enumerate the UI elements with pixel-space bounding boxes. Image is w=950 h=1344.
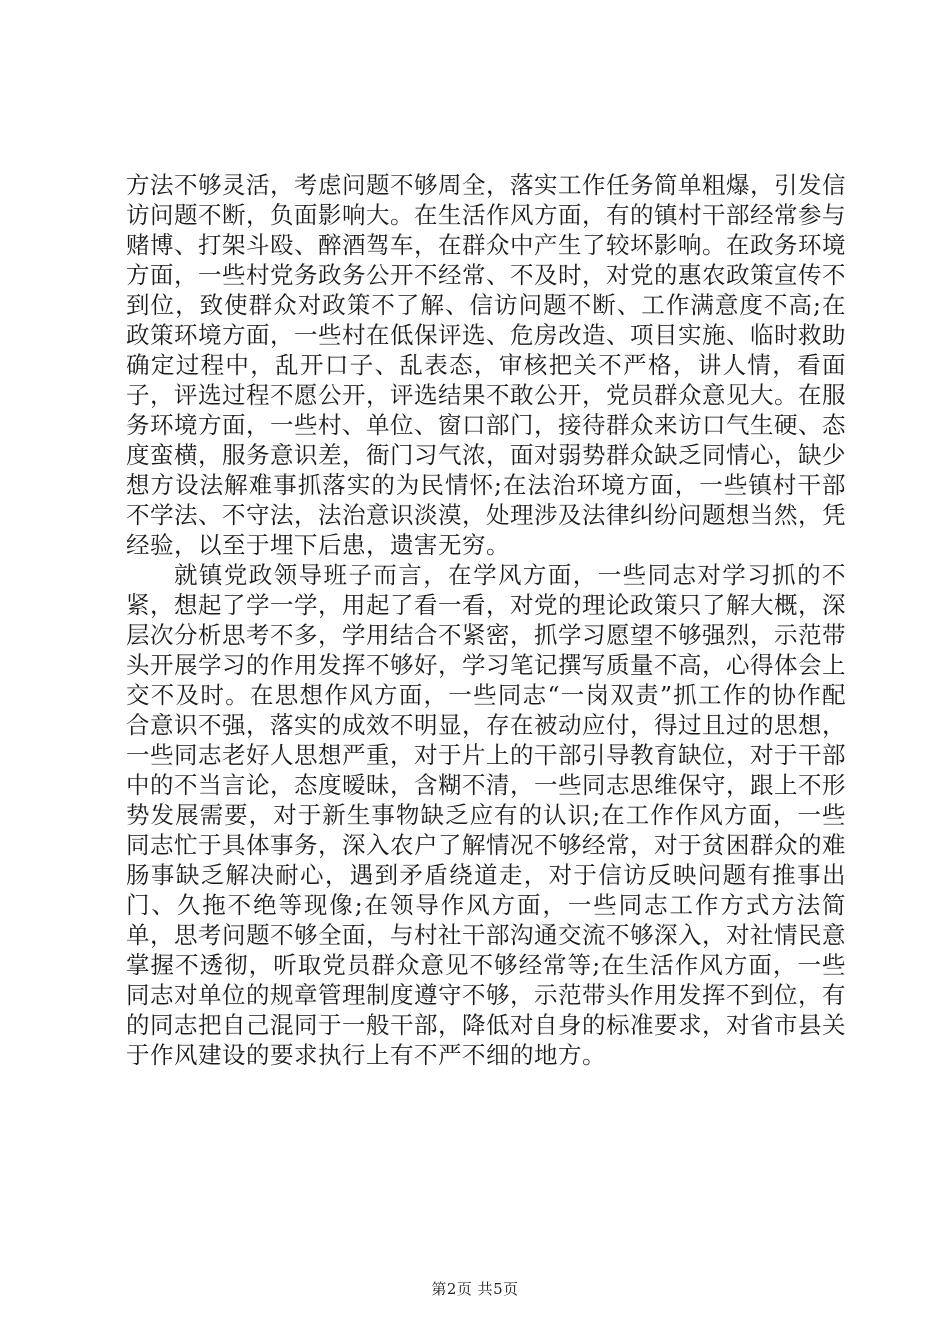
- paragraph-1: 方法不够灵活，考虑问题不够周全，落实工作任务简单粗爆，引发信访问题不断，负面影响大。在生活作风方面，有的镇村干部经常参与赌博、打架斗殴、醉酒驾车，在群众中产生了较坏影响。在政务环境方面，一些村党务政务公开不经常、不及时，对党的惠农政策宣传不到位，致使群众对政策不了解、信访问题不断、工作满意度不高;在政策环境方面，一些村在低保评选、危房改造、项目实施、临时救助确定过程中，乱开口子、乱表态，审核把关不严格，讲人情，看面子，评选过程不愿公开，评选结果不敢公开，党员群众意见大。在服务环境方面，一些村、单位、窗口部门，接待群众来访口气生硬、态度蛮横，服务意识差，衙门习气浓，面对弱势群众缺乏同情心，缺少想方设法解难事抓落实的为民情怀;在法治环境方面，一些镇村干部不学法、不守法，法治意识淡漠，处理涉及法律纠纷问题想当然，凭经验，以至于埋下后患，遗害无穷。: [126, 171, 846, 559]
- paragraph-2: 就镇党政领导班子而言，在学风方面，一些同志对学习抓的不紧，想起了学一学，用起了看一看，对党的理论政策只了解大概，深层次分析思考不多，学用结合不紧密，抓学习愿望不够强烈，示范带头开展学习的作用发挥不够好，学习笔记撰写质量不高，心得体会上交不及时。在思想作风方面，一些同志“一岗双责”抓工作的协作配合意识不强，落实的成效不明显，存在被动应付，得过且过的思想，一些同志老好人思想严重，对于片上的干部引导教育缺位，对于干部中的不当言论，态度暧昧，含糊不清，一些同志思维保守，跟上不形势发展需要，对于新生事物缺乏应有的认识;在工作作风方面，一些同志忙于具体事务，深入农户了解情况不够经常，对于贫困群众的难肠事缺乏解决耐心，遇到矛盾绕道走，对于信访反映问题有推事出门、久拖不绝等现像;在领导作风方面，一些同志工作方式方法简单，思考问题不够全面，与村社干部沟通交流不够深入，对社情民意掌握不透彻，听取党员群众意见不够经常等;在生活作风方面，一些同志对单位的规章管理制度遵守不够，示范带头作用发挥不到位，有的同志把自己混同于一般干部，降低对自身的标准要求，对省市县关于作风建设的要求执行上有不严不细的地方。: [126, 561, 846, 1069]
- page-number-footer: 第2页 共5页: [431, 1280, 519, 1298]
- document-body: [126, 170, 846, 1070]
